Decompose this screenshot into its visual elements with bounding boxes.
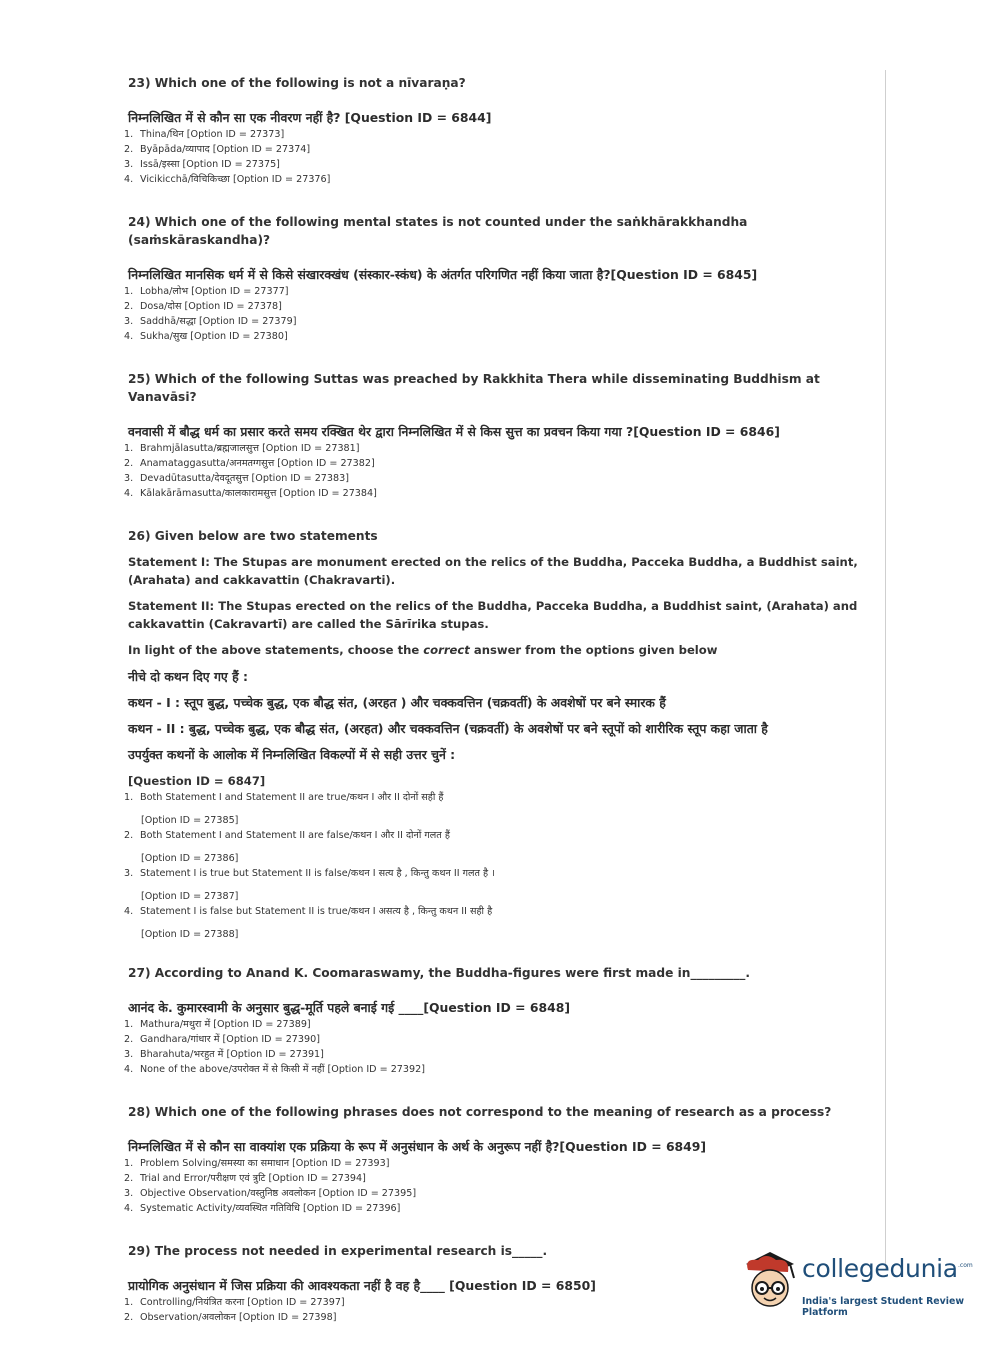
q23-title: 23) Which one of the following is not a nīvaraṇa? [128, 76, 466, 90]
q26-question-id: [Question ID = 6847] [128, 774, 266, 788]
list-item: 4. Sukha/सुख [Option ID = 27380] [124, 331, 288, 342]
question-paper [124, 74, 873, 1325]
list-item: 4. Vicikicchā/विचिकिच्छा [Option ID = 27376] [124, 174, 331, 185]
list-item: 2. Dosa/दोस [Option ID = 27378] [124, 301, 282, 312]
q26-hindi-intro: नीचे दो कथन दिए गए हैं : [128, 669, 248, 684]
mascot-icon [740, 1248, 802, 1314]
list-item: 1. Both Statement I and Statement II are true/कथन I और II दोनों सही हैं [Option ID = 27385] [124, 792, 444, 826]
q26-statement-2: Statement II: The Stupas erected on the relics of the Buddha, Pacceka Buddha, a Buddhist saint, (Arahata) and cakkavattin (Cakravartī) are called the Sārīrika stupas. [128, 599, 858, 631]
q26-statement-1: Statement I: The Stupas are monument erected on the relics of the Buddha, Pacceka Buddha, a Buddhist saint, (Arahata) and cakkavattin (Chakravarti). [128, 555, 858, 587]
q23-hindi: निम्नलिखित में से कौन सा एक नीवरण नहीं है? [Question ID = 6844] [128, 110, 492, 125]
list-item: 1. Thina/थिन [Option ID = 27373] [124, 129, 285, 140]
q28-hindi: निम्नलिखित में से कौन सा वाक्यांश एक प्रक्रिया के रूप में अनुसंधान के अर्थ के अनुरूप नहीं है?[Question ID = 6849] [128, 1139, 707, 1154]
list-item: 2. Gandhara/गांधार में [Option ID = 27390] [124, 1034, 320, 1045]
list-item: 3. Devadūtasutta/देवदूतसुत्त [Option ID = 27383] [124, 473, 349, 484]
list-item: 1. Problem Solving/समस्या का समाधान [Option ID = 27393] [124, 1158, 390, 1169]
list-item: 2. Trial and Error/परीक्षण एवं त्रुटि [Option ID = 27394] [124, 1173, 366, 1184]
list-item: 1. Mathura/मथुरा में [Option ID = 27389] [124, 1019, 311, 1030]
list-item: 1. Controlling/नियंत्रित करना [Option ID = 27397] [124, 1297, 345, 1308]
brand-name: collegedunia [802, 1254, 958, 1283]
list-item: 1. Lobha/लोभ [Option ID = 27377] [124, 286, 289, 297]
q24-options [124, 284, 869, 344]
q26-options [124, 790, 869, 942]
q26-instruction: In light of the above statements, choose the correct answer from the options given below [128, 643, 718, 657]
collegedunia-logo[interactable] [740, 1248, 973, 1318]
q26-hindi-statement-1: कथन - I : स्तूप बुद्ध, पच्चेक बुद्ध, एक बौद्ध संत, (अरहत ) और चक्कवत्तिन (चक्रवर्ती) के अवशेषों पर बने स्मारक हैं [128, 695, 666, 710]
list-item: 4. Systematic Activity/व्यवस्थित गतिविधि [Option ID = 27396] [124, 1203, 401, 1214]
list-item: 3. Bharahuta/भरहुत में [Option ID = 27391] [124, 1049, 324, 1060]
brand-tagline: India's largest Student Review Platform [802, 1296, 965, 1318]
q26-hindi-statement-2: कथन - II : बुद्ध, पच्चेक बुद्ध, एक बौद्ध संत, (अरहत) और चक्कवत्तिन (चक्रवर्ती) के अवशेषों पर बने स्तूपों को शारीरिक स्तूप कहा जाता है [128, 721, 768, 736]
q25-title: 25) Which of the following Suttas was preached by Rakkhita Thera while disseminating Buddhism at Vanavāsi? [128, 372, 820, 404]
q28-options [124, 1156, 869, 1216]
q25-hindi: वनवासी में बौद्ध धर्म का प्रसार करते समय रक्खित थेर द्वारा निम्नलिखित में से किस सुत्त का प्रवचन किया गया ?[Question ID = 6846] [128, 424, 780, 439]
q29-title: 29) The process not needed in experimental research is_____. [128, 1244, 548, 1258]
list-item: 1. Brahmjālasutta/ब्रह्मजालसुत्त [Option ID = 27381] [124, 443, 360, 454]
q26-hindi-instruction: उपर्युक्त कथनों के आलोक में निम्नलिखित विकल्पों में से सही उत्तर चुनें : [128, 747, 456, 762]
q27-options [124, 1017, 869, 1077]
q29-hindi: प्रायोगिक अनुसंधान में जिस प्रक्रिया की आवश्यकता नहीं है वह है____ [Question ID = 6850] [128, 1278, 596, 1293]
list-item: 3. Statement I is true but Statement II is false/कथन I सत्य है , किन्तु कथन II गलत है । [Option ID = 27387] [124, 868, 495, 902]
q23-options [124, 127, 869, 187]
q24-hindi: निम्नलिखित मानसिक धर्म में से किसे संखारक्खंध (संस्कार-स्कंध) के अंतर्गत परिगणित नहीं किया जाता है?[Question ID = 6845] [128, 267, 758, 282]
list-item: 3. Objective Observation/वस्तुनिष्ठ अवलोकन [Option ID = 27395] [124, 1188, 417, 1199]
list-item: 2. Observation/अवलोकन [Option ID = 27398] [124, 1312, 337, 1323]
list-item: 3. Saddhā/सद्धा [Option ID = 27379] [124, 316, 297, 327]
list-item: 3. Issā/इस्सा [Option ID = 27375] [124, 159, 280, 170]
brand-domain: .com [958, 1262, 973, 1269]
q27-hindi: आनंद के. कुमारस्वामी के अनुसार बुद्ध-मूर्ति पहले बनाई गई ____[Question ID = 6848] [128, 1000, 570, 1015]
list-item: 2. Both Statement I and Statement II are false/कथन I और II दोनों गलत हैं [Option ID = 27386] [124, 830, 450, 864]
q28-title: 28) Which one of the following phrases does not correspond to the meaning of research as a process? [128, 1105, 832, 1119]
q24-title: 24) Which one of the following mental states is not counted under the saṅkhārakkhandha (saṁskāraskandha)? [128, 215, 748, 247]
list-item: 2. Anamataggasutta/अनमतग्गसुत्त [Option ID = 27382] [124, 458, 375, 469]
list-item: 4. None of the above/उपरोक्त में से किसी में नहीं [Option ID = 27392] [124, 1064, 425, 1075]
list-item: 2. Byāpāda/व्यापाद [Option ID = 27374] [124, 144, 311, 155]
list-item: 4. Kālakārāmasutta/कालकारामसुत्त [Option ID = 27384] [124, 488, 377, 499]
list-item: 4. Statement I is false but Statement II is true/कथन I असत्य है , किन्तु कथन II सही है [Option ID = 27388] [124, 906, 493, 940]
q26-title: 26) Given below are two statements [128, 529, 378, 543]
q25-options [124, 441, 869, 501]
q27-title: 27) According to Anand K. Coomaraswamy, the Buddha-figures were first made in_________. [128, 966, 750, 980]
